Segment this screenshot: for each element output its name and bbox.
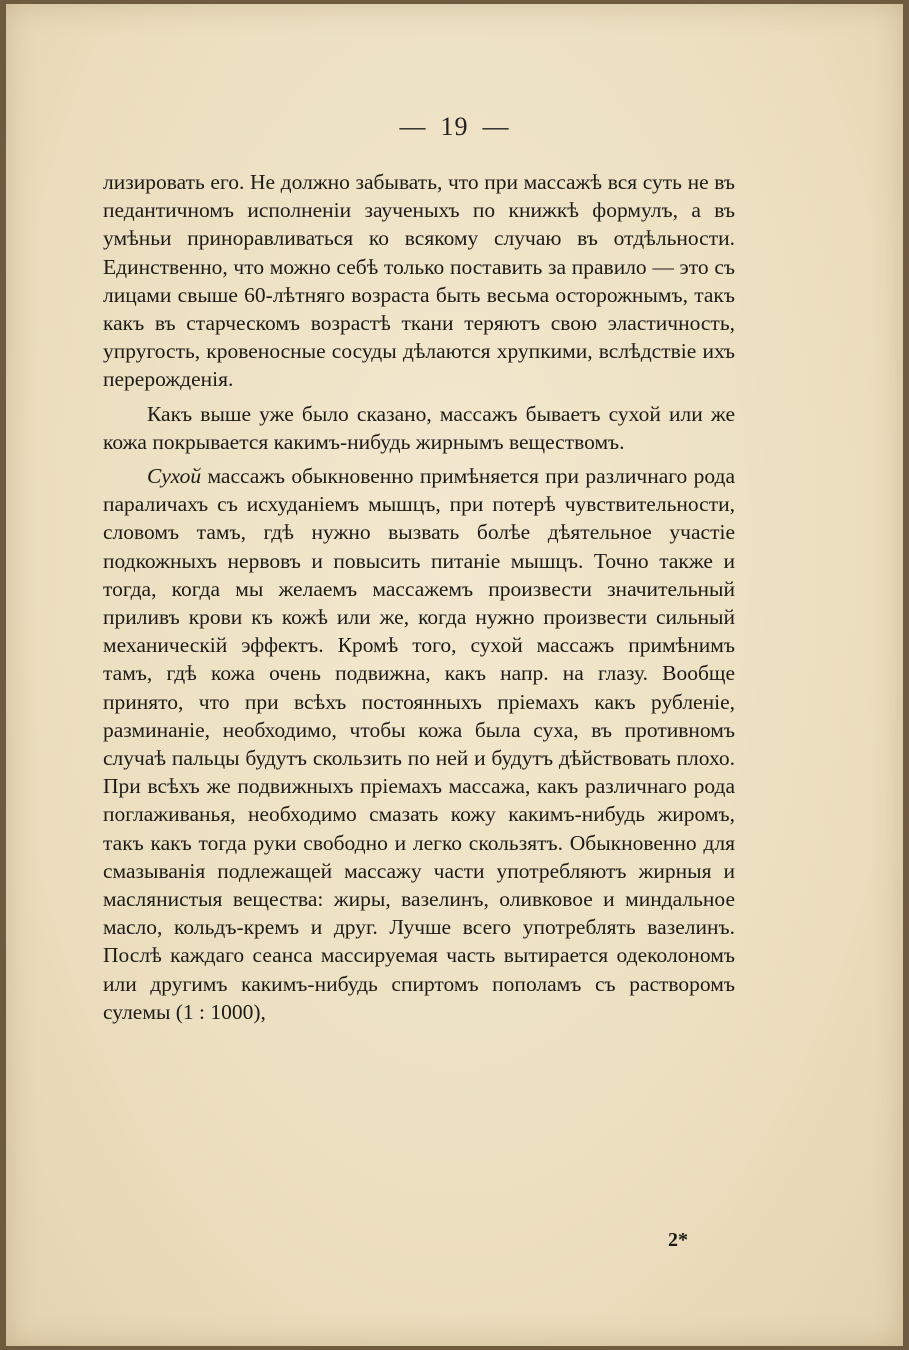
paragraph-3-text: массажъ обыкновенно примѣняется при различнаго рода параличахъ съ исхуданіемъ мышцъ, при потерѣ чувствительности, словомъ тамъ, гдѣ нужно вызвать болѣе дѣятельное участіе подкожныхъ нервовъ и повысить питаніе мышцъ. Точно также и тогда, когда мы желаемъ массажемъ произвести значительный приливъ крови къ кожѣ или же, когда нужно произвести сильный механическій эффектъ. Кромѣ того, сухой массажъ примѣнимъ тамъ, гдѣ кожа очень подвижна, какъ напр. на глазу. Вообще принято, что при всѣхъ постоянныхъ пріемахъ какъ рубленіе, разминаніе, необходимо, чтобы кожа была суха, въ противномъ случаѣ пальцы будутъ скользить по ней и будутъ дѣйствовать плохо. При всѣхъ же подвижныхъ пріемахъ массажа, какъ различнаго рода поглаживанья, необходимо смазать кожу какимъ-нибудь жиромъ, такъ какъ тогда руки свободно и легко скользятъ. Обыкновенно для смазыванія подлежащей массажу части употребляютъ жирныя и маслянистыя вещества: жиры, вазелинъ, оливковое и миндальное масло, кольдъ-кремъ и друг. Лучше всего употреблять вазелинъ. Послѣ каждаго сеанса массируемая часть вытирается одеколономъ или другимъ какимъ-нибудь спиртомъ пополамъ съ растворомъ сулемы (1 : 1000), [103,464,735,1024]
body-text [103,168,735,1032]
paragraph-3-italic-term: Сухой [147,464,202,489]
signature-mark: 2* [668,1229,688,1251]
page-number-value: 19 [440,112,469,141]
paragraph-2: Какъ выше уже было сказано, массажъ бываетъ сухой или же кожа покрывается какимъ-нибудь жирнымъ веществомъ. [103,401,735,454]
page-number-dash-left: — [399,112,427,141]
book-page [6,4,903,1346]
page-number-dash-right: — [482,112,510,141]
paragraph-1: лизировать его. Не должно забывать, что при массажѣ вся суть не въ педантичномъ исполненіи заученыхъ по книжкѣ формулъ, а въ умѣньи приноравливаться ко всякому случаю въ отдѣльности. Единственно, что можно себѣ только поставить за правило — это съ лицами свыше 60-лѣтняго возраста быть весьма осторожнымъ, такъ какъ въ старческомъ возрастѣ ткани теряютъ свою эластичность, упругость, кровеносные сосуды дѣлаются хрупкими, вслѣдствіе ихъ перерожденія. [103,170,735,392]
paragraph-3 [103,462,735,1026]
page-number [6,112,903,142]
